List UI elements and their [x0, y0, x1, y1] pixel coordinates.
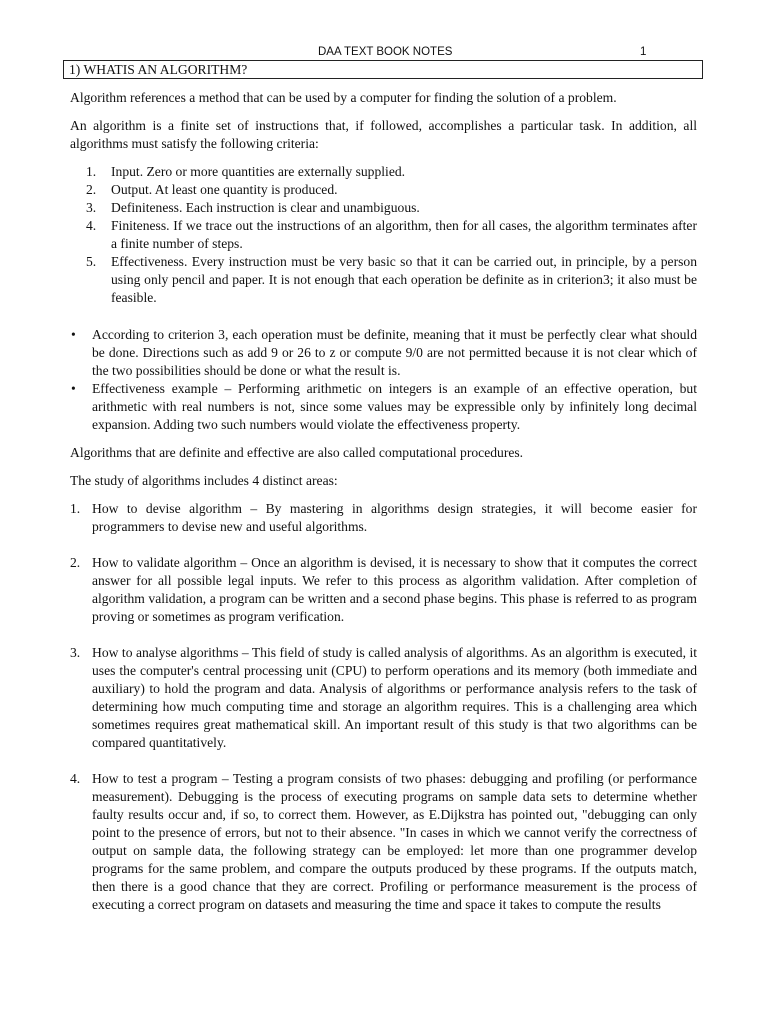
body-paragraph: Algorithms that are definite and effective are also called computational procedures. [70, 445, 524, 460]
criteria-list [70, 163, 697, 307]
criteria-text: Definiteness. Each instruction is clear and unambiguous. [111, 200, 420, 215]
list-number: 2. [70, 555, 81, 570]
bullet-text: Effectiveness example – Performing arithmetic on integers is an example of an effective operation, but arithmetic with real numbers is not, since some values may be expressible only by infinitely long decimal expansion. Adding two such numbers would violate the effectiveness property. [92, 381, 697, 432]
list-number: 1. [70, 501, 81, 516]
page-number: 1 [640, 46, 647, 58]
list-number: 5. [86, 254, 97, 269]
section-title: 1) WHATIS AN ALGORITHM? [63, 60, 703, 79]
bullet-icon: • [71, 381, 76, 396]
criteria-item [70, 253, 697, 307]
area-item [70, 644, 697, 752]
criteria-item [70, 181, 697, 199]
list-number: 4. [70, 771, 81, 786]
areas-list [70, 500, 697, 914]
bullet-item [70, 380, 697, 434]
criteria-text: Input. Zero or more quantities are externally supplied. [111, 164, 406, 179]
intro-paragraph: An algorithm is a finite set of instructions that, if followed, accomplishes a particular task. In addition, all algorithms must satisfy the following criteria: [70, 118, 697, 151]
area-item [70, 500, 697, 536]
area-item [70, 770, 697, 914]
criteria-item [70, 163, 697, 181]
list-number: 4. [86, 218, 97, 233]
area-text: How to analyse algorithms – This field of study is called analysis of algorithms. As an algorithm is executed, it uses the computer's central processing unit (CPU) to perform operations and its memory (both immediate and auxiliary) to hold the program and data. Analysis of algorithms or performance analysis refers to the task of determining how much computing time and storage an algorithm requires. This is a challenging area which sometimes requires great mathematical skill. An important result of this study is that two algorithms can be compared quantitatively. [92, 645, 697, 750]
criteria-item [70, 217, 697, 253]
area-text: How to test a program – Testing a program consists of two phases: debugging and profiling (or performance measurement). Debugging is the process of executing programs on sample data sets to determine whether faulty results occur and, if so, to correct them. However, as E.Dijkstra has pointed out, "debugging can only point to the presence of errors, but not to their absence. "In cases in which we cannot verify the correctness of output on sample data, the following strategy can be employed: let more than one programmer develop programs for the same problem, and compare the outputs produced by these programs. If the outputs match, then there is a good chance that they are correct. Profiling or performance measurement is the process of executing a correct program on datasets and measuring the time and space it takes to compute the results [92, 771, 697, 912]
bullet-text: According to criterion 3, each operation must be definite, meaning that it must be perfectly clear what should be done. Directions such as add 9 or 26 to z or compute 9/0 are not permitted because it is not clear which of the two possibilities should be done or what the result is. [92, 327, 697, 378]
criteria-item [70, 199, 697, 217]
list-number: 1. [86, 164, 97, 179]
area-text: How to devise algorithm – By mastering in algorithms design strategies, it will become easier for programmers to devise new and useful algorithms. [92, 501, 697, 534]
list-number: 3. [86, 200, 97, 215]
document-body [70, 89, 697, 914]
bullet-item [70, 326, 697, 380]
intro-paragraph: Algorithm references a method that can be used by a computer for finding the solution of a problem. [70, 90, 617, 105]
area-text: How to validate algorithm – Once an algorithm is devised, it is necessary to show that it computes the correct answer for all possible legal inputs. We refer to this process as algorithm validation. After completion of algorithm validation, a program can be written and a second phase begins. This phase is referred to as program proving or sometimes as program verification. [92, 555, 697, 624]
criteria-text: Effectiveness. Every instruction must be very basic so that it can be carried out, in principle, by a person using only pencil and paper. It is not enough that each operation be definite as in criterion3; it also must be feasible. [111, 254, 697, 305]
header-title: DAA TEXT BOOK NOTES [318, 46, 453, 58]
area-item [70, 554, 697, 626]
bullet-icon: • [71, 327, 76, 342]
list-number: 2. [86, 182, 97, 197]
criteria-text: Output. At least one quantity is produced. [111, 182, 338, 197]
bullet-list [70, 326, 697, 434]
body-paragraph: The study of algorithms includes 4 distinct areas: [70, 473, 338, 488]
criteria-text: Finiteness. If we trace out the instructions of an algorithm, then for all cases, the algorithm terminates after a finite number of steps. [111, 218, 697, 251]
page-header [0, 44, 768, 60]
list-number: 3. [70, 645, 81, 660]
